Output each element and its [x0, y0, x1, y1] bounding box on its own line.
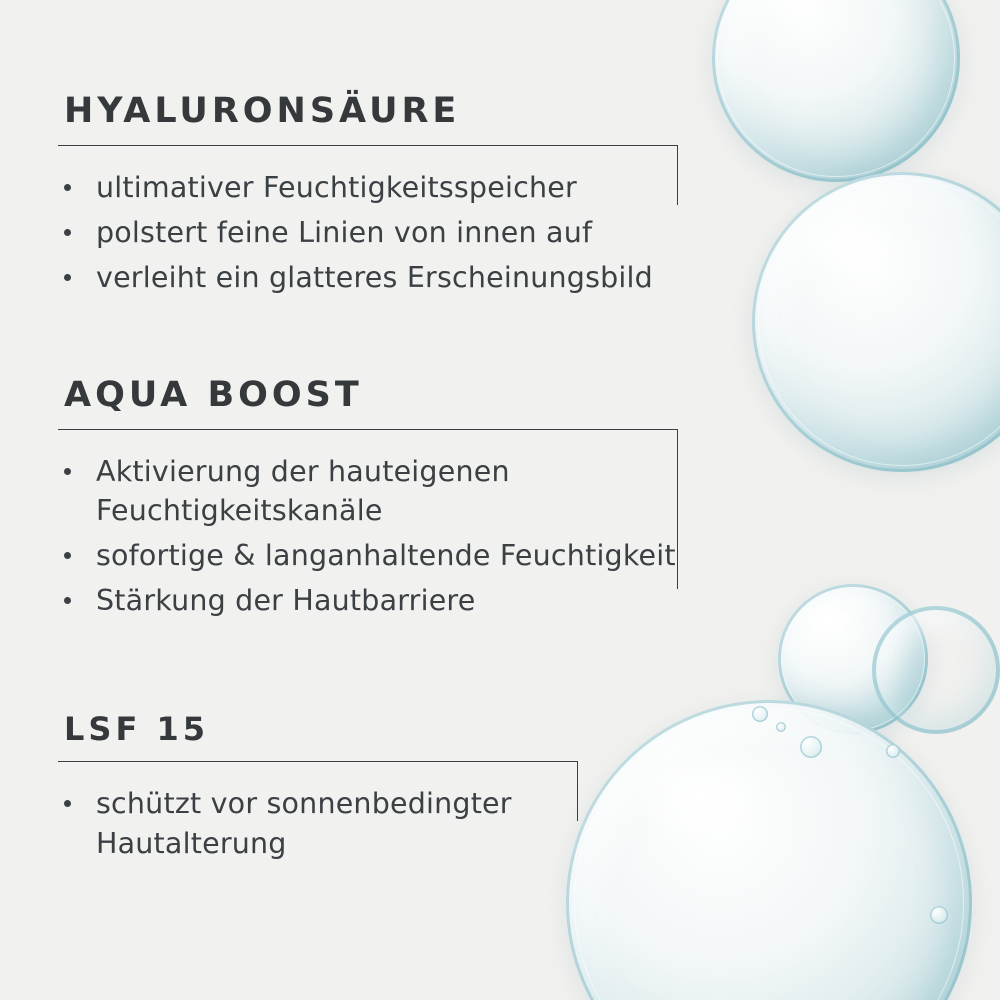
- list-item-label: sofortige & langanhaltende Feuchtigkeit: [96, 539, 676, 573]
- bullet-dot-icon: [64, 274, 71, 281]
- bullet-dot-icon: [64, 800, 71, 807]
- bullet-dot-icon: [64, 552, 71, 559]
- list-item: [58, 258, 678, 297]
- section-title: AQUA BOOST: [64, 375, 363, 415]
- section-divider: [58, 761, 578, 762]
- section-divider: [58, 429, 678, 430]
- bullet-list: [58, 452, 678, 621]
- section-aqua-boost: [58, 376, 678, 627]
- list-item-label: Stärkung der Hautbarriere: [96, 584, 476, 618]
- list-item: [58, 168, 678, 207]
- list-item: [58, 213, 678, 252]
- bullet-dot-icon: [64, 468, 71, 475]
- bullet-list: [58, 784, 578, 863]
- bullet-dot-icon: [64, 597, 71, 604]
- section-title: HYALURONSÄURE: [64, 91, 461, 131]
- list-item: [58, 581, 678, 620]
- list-item: [58, 536, 678, 575]
- section-title: LSF 15: [64, 710, 209, 748]
- section-divider: [58, 145, 678, 146]
- list-item-label: ultimativer Feuchtigkeitsspeicher: [96, 170, 577, 204]
- list-item-label: schützt vor sonnenbedingter Hautalterung: [96, 787, 512, 860]
- section-lsf-15: [58, 712, 578, 869]
- bullet-dot-icon: [64, 229, 71, 236]
- bullet-dot-icon: [64, 184, 71, 191]
- bullet-list: [58, 168, 678, 298]
- list-item-label: polstert feine Linien von innen auf: [96, 215, 593, 249]
- list-item-label: Aktivierung der hauteigenen Feuchtigkeitskanäle: [96, 454, 510, 527]
- list-item-label: verleiht ein glatteres Erscheinungsbild: [96, 261, 653, 295]
- list-item: [58, 452, 566, 531]
- section-hyaluronsaeure: [58, 92, 678, 303]
- list-item: [58, 784, 556, 863]
